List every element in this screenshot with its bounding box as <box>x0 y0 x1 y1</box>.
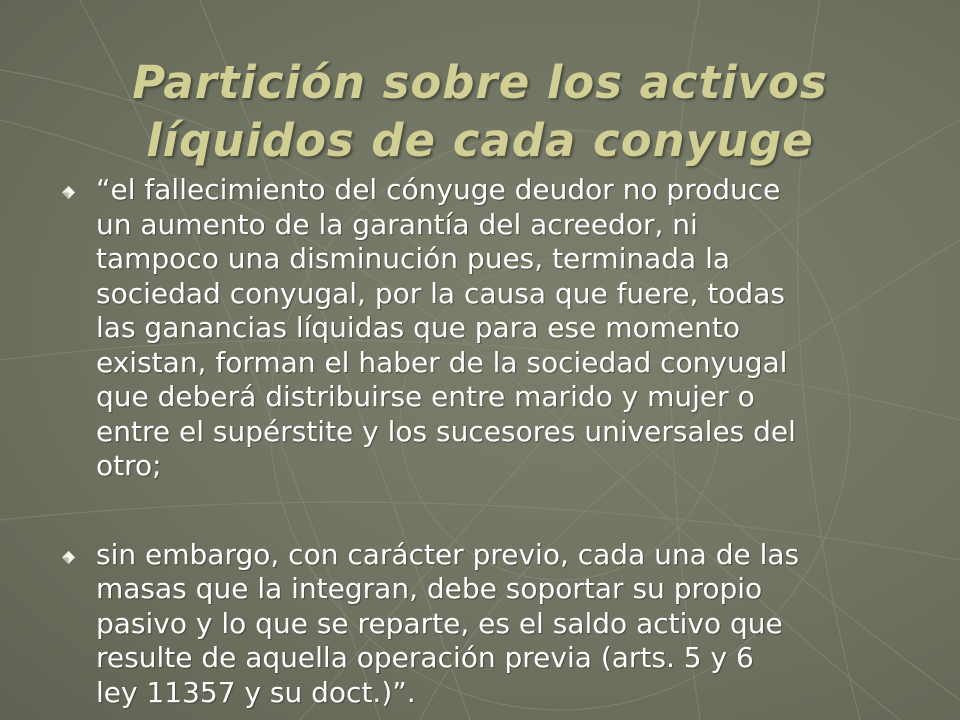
bullet-1-line: sociedad conyugal, por la causa que fuere, todas <box>96 276 785 310</box>
bullet-1-line: “el fallecimiento del cónyuge deudor no produce <box>96 173 781 206</box>
bullet-1-line: un aumento de la garantía del acreedor, ni <box>96 207 698 241</box>
bullet-1-line: otro; <box>96 449 162 482</box>
slide-title <box>60 54 900 170</box>
bullet-2-line: pasivo y lo que se reparte, es el saldo activo que <box>96 606 783 640</box>
bullet-1-line: tampoco una disminución pues, terminada la <box>96 242 731 275</box>
bullet-text-1 <box>96 173 908 484</box>
bullet-2-line: masas que la integran, debe soportar su propio <box>96 572 763 605</box>
bullet-2-line: ley 11357 y su doct.)”. <box>96 675 416 709</box>
bullet-1-line: que deberá distribuirse entre marido y mujer o <box>96 380 755 413</box>
bullet-list <box>58 173 908 710</box>
bullet-item-2 <box>58 538 908 711</box>
title-line-2: líquidos de cada conyuge <box>146 114 814 168</box>
bullet-item-1 <box>58 173 908 484</box>
bullet-2-line: resulte de aquella operación previa (arts. 5 y 6 <box>96 641 754 674</box>
bullet-1-line: existan, forman el haber de la sociedad conyugal <box>96 345 788 379</box>
bullet-text-2 <box>96 538 908 711</box>
diamond-bullet-icon <box>62 186 75 199</box>
title-line-1: Partición sobre los activos <box>132 56 828 110</box>
bullet-1-line: las ganancias líquidas que para ese momento <box>96 311 740 344</box>
bullet-2-line: sin embargo, con carácter previo, cada una de las <box>96 537 800 571</box>
bullet-1-line: entre el supérstite y los sucesores universales del <box>96 414 796 448</box>
diamond-bullet-icon <box>62 551 75 564</box>
